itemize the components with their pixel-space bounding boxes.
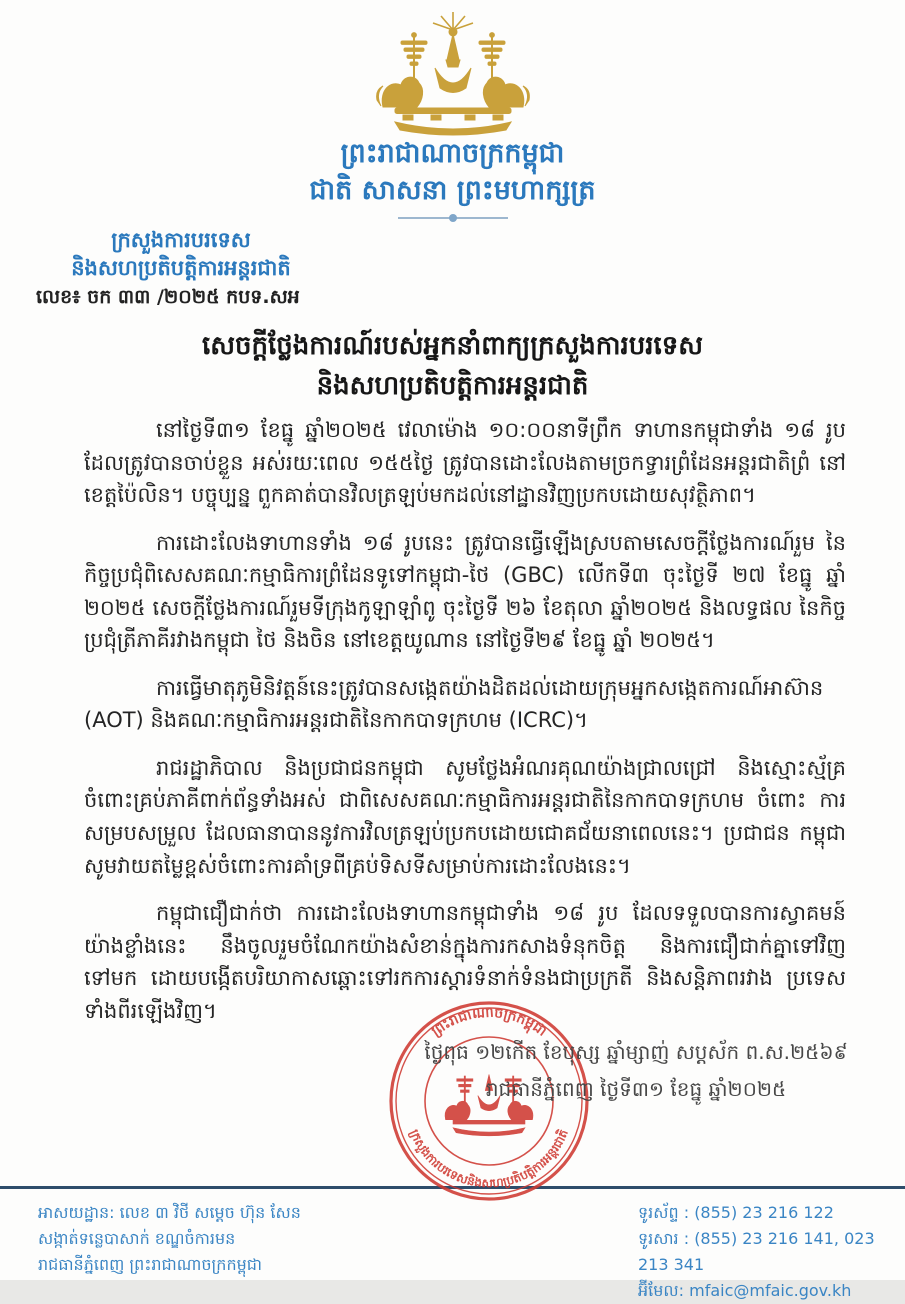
email-line: អ៊ីមែល: mfaic@mfaic.gov.kh: [638, 1281, 852, 1300]
address-line-3: រាជធានីភ្នំពេញ ព្រះរាជាណាចក្រកម្ពុជា: [38, 1255, 262, 1274]
paragraph-4: រាជរដ្ឋាភិបាល និងប្រជាជនកម្ពុជា សូមថ្លែងអំណរគុណយ៉ាងជ្រាលជ្រៅ និងស្មោះស្ម័គ្រ ចំពោះគ្រប់ភាគីពាក់ព័ន្ធទាំងអស់ ជាពិសេសគណៈកម្មាធិការអន្តរជាតិនៃកាកបាទក្រហម ចំពោះ ការសម្របសម្រួល ដែលធានាបាននូវការវិលត្រឡប់ប្រកបដោយជោគជ័យនាពេលនេះ។ ប្រជាជន កម្ពុជា សូមវាយតម្លៃខ្ពស់ចំពោះការគាំទ្រពីគ្រប់ទិសទីសម្រាប់ការដោះលែងនេះ។: [84, 755, 846, 878]
stamp-top-text: ព្រះរាជាណាចក្រកម្ពុជា: [428, 1004, 550, 1040]
national-motto: ជាតិ សាសនា ព្រះមហាក្សត្រ: [309, 175, 596, 206]
reference-number: លេខ៖ ចក ៣៣ /២០២៥ កបទ.សអ: [36, 286, 300, 308]
document-title-line1: សេចក្តីថ្លែងការណ៍របស់អ្នកនាំពាក្យក្រសួងការបរទេស: [201, 331, 704, 361]
paragraph-1: នៅថ្ងៃទី៣១ ខែធ្នូ ឆ្នាំ២០២៥ វេលាម៉ោង ១០:០០នាទីព្រឹក ទាហានកម្ពុជាទាំង ១៨ រូប ដែលត្រូវបានចាប់ខ្លួន អស់រយៈពេល ១៥៥ថ្ងៃ ត្រូវបានដោះលែងតាមច្រកទ្វារព្រំដែនអន្តរជាតិព្រំ នៅខេត្តប៉ៃលិន។ បច្ចុប្បន្ន ពួកគាត់បានវិលត្រឡប់មកដល់នៅដ្ឋានវិញប្រកបដោយសុវត្ថិភាព។: [84, 418, 846, 508]
paragraph-3: ការធ្វើមាតុភូមិនិវត្តន៍នេះត្រូវបានសង្កេតយ៉ាងដិតដល់ដោយក្រុមអ្នកសង្កេតការណ៍អាស៊ាន (AOT) និងគណៈកម្មាធិការអន្តរជាតិនៃកាកបាទក្រហម (ICRC)។: [84, 675, 824, 733]
document-title: [0, 326, 905, 406]
footer-address-block: [38, 1200, 398, 1278]
royal-arms-of-cambodia-icon: [361, 10, 545, 138]
address-line-1: អាសយដ្ឋាន: លេខ ៣ វិថី សម្តេច ហ៊ុន សែន: [38, 1203, 301, 1222]
kingdom-name: ព្រះរាជាណាចក្រកម្ពុជា: [340, 138, 565, 169]
kingdom-header: [0, 136, 905, 210]
ministry-letterhead: [26, 226, 336, 312]
address-line-2: សង្កាត់ទន្លេបាសាក់ ខណ្ឌចំការមន: [38, 1229, 236, 1248]
document-title-line2: និងសហប្រតិបត្តិការអន្តរជាតិ: [316, 371, 589, 401]
paragraph-5: កម្ពុជាជឿជាក់ថា ការដោះលែងទាហានកម្ពុជាទាំង ១៨ រូប ដែលទទួលបានការស្វាគមន៍ យ៉ាងខ្លាំងនេះ នឹងចូលរួមចំណែកយ៉ាងសំខាន់ក្នុងការកសាងទំនុកចិត្ត និងការជឿជាក់គ្នាទៅវិញ ទៅមក ដោយបង្កើតបរិយាកាសឆ្ពោះទៅរកការស្តារទំនាក់ទំនងជាប្រក្រតី និងសន្តិភាពរវាង ប្រទេសទាំងពីរឡើងវិញ។: [84, 901, 846, 1023]
ornament-divider: [398, 214, 508, 222]
footer-contact-block: [638, 1200, 898, 1304]
ministry-name-line1: ក្រសួងការបរទេស: [111, 228, 251, 252]
lunar-date: ថ្ងៃពុធ ១២កើត ខែបុស្ស ឆ្នាំម្សាញ់ សប្តស័ក ព.ស.២៥៦៩: [424, 1040, 848, 1064]
dateline: [390, 1034, 882, 1108]
stamp-bottom-text: ក្រសួងការបរទេសនិងសហប្រតិបត្តិការអន្តរជាតិ: [407, 1127, 571, 1191]
fax-line: ទូរសារ : (855) 23 216 141, 023 213 341: [638, 1229, 875, 1274]
gregorian-date: រាជធានីភ្នំពេញ ថ្ងៃទី៣១ ខែធ្នូ ឆ្នាំ២០២៥: [485, 1077, 787, 1101]
phone-line: ទូរស័ព្ទ : (855) 23 216 122: [638, 1203, 834, 1222]
paragraph-2: ការដោះលែងទាហានទាំង ១៨ រូបនេះ ត្រូវបានធ្វើឡើងស្របតាមសេចក្តីថ្លែងការណ៍រួម នៃកិច្ចប្រជុំពិសេសគណៈកម្មាធិការព្រំដែនទូទៅកម្ពុជា-ថៃ (GBC) លើកទី៣ ចុះថ្ងៃទី ២៧ ខែធ្នូ ឆ្នាំ ២០២៥ សេចក្តីថ្លែងការណ៍រួមទីក្រុងកូឡាឡាំពូ ចុះថ្ងៃទី ២៦ ខែតុលា ឆ្នាំ២០២៥ និងលទ្ធផល នៃកិច្ចប្រជុំត្រីភាគីរវាងកម្ពុជា ថៃ និងចិន នៅខេត្តយូណាន នៅថ្ងៃទី២៩ ខែធ្នូ ឆ្នាំ ២០២៥។: [84, 530, 846, 653]
ministry-name-line2: និងសហប្រតិបត្តិការអន្តរជាតិ: [71, 256, 291, 280]
letter-body: [84, 414, 846, 1042]
